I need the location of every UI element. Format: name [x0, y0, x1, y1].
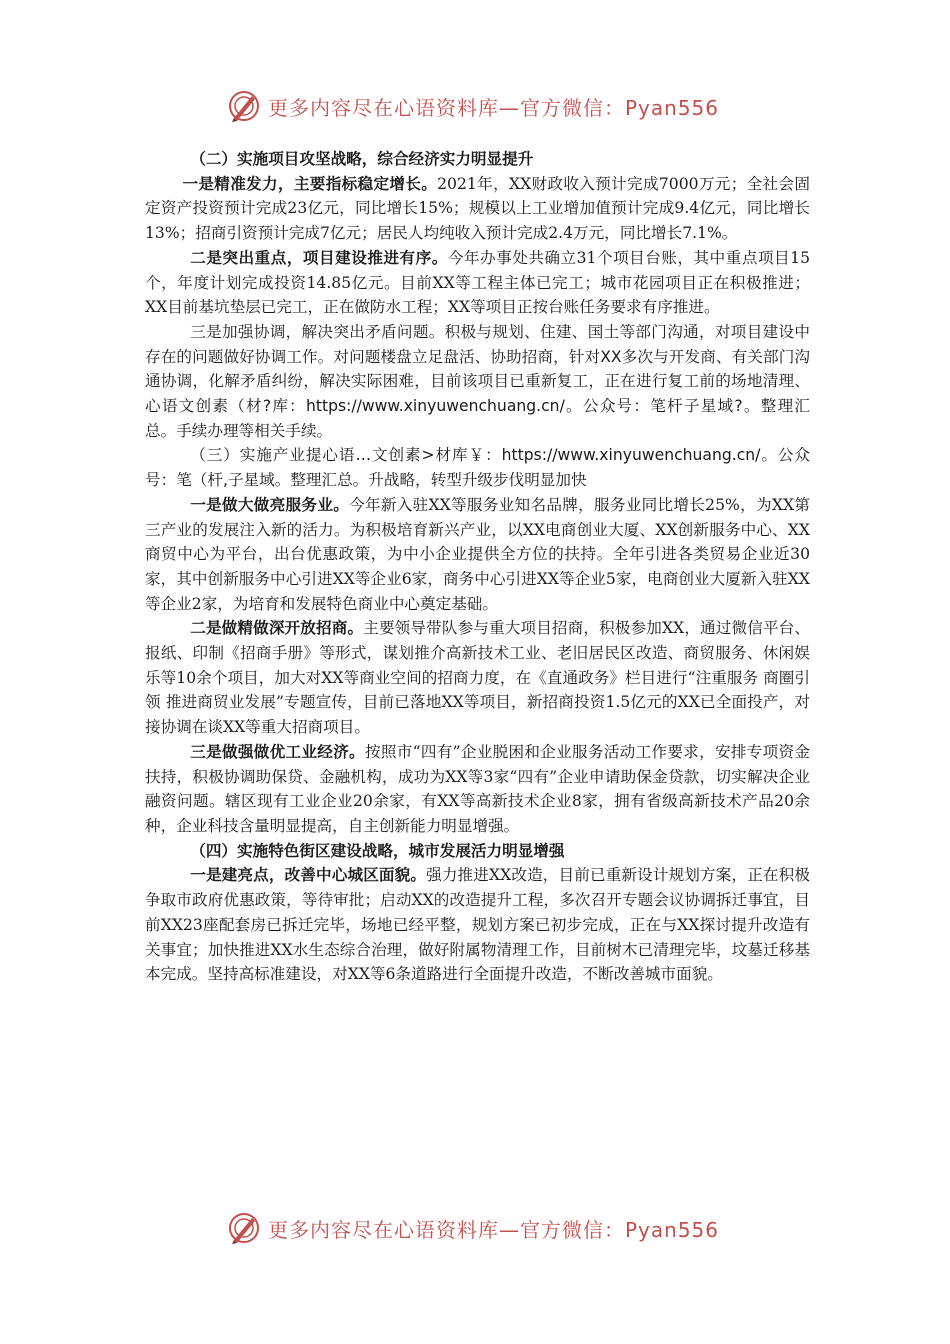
- paragraph-lead: 二是突出重点，项目建设推进有序。: [190, 247, 448, 267]
- paragraph-text: 强力推进XX改造，目前已重新设计规划方案，正在积极争取市政府优惠政策，等待审批；启动XX的改造提升工程，多次召开专题会议协调拆迁事宜，目前XX23座配套房已拆迁完毕，场地已经平整，规划方案已初步完成，正在与XX探讨提升改造有关事宜；加快推进XX水生态综合治理，做好附属物清理工作，目前树木已清理完毕，坟墓迁移基本完成。坚持高标准建设，对XX等6条道路进行全面提升改造，不断改善城市面貌。: [145, 866, 810, 984]
- section-heading-4: （四）实施特色街区建设战略，城市发展活力明显增强: [190, 840, 565, 860]
- pen-logo-icon: [226, 1210, 262, 1246]
- paragraph-text: 2021年，XX财政收入预计完成7000万元；全社会固定资产投资预计完成23亿元，同比增长15%；规模以上工业增加值预计完成9.4亿元，同比增长13%；招商引资预计完成7亿元；居民人均纯收入预计完成2.4万元，同比增长7.1%。: [145, 174, 810, 243]
- paragraph-text: 主要领导带队参与重大项目招商，积极参加XX，通过微信平台、报纸、印制《招商手册》等形式，谋划推介高新技术工业、老旧居民区改造、商贸服务、休闲娱乐等10余个项目，加大对XX等商业空间的招商力度，在《直通政务》栏目进行“注重服务 商圈引领 推进商贸业发展”专题宣传，目前已落地XX等项目，新招商投资1.5亿元的XX已全面投产，对接协调在谈XX等重大招商项目。: [145, 619, 810, 737]
- footer-banner: [226, 1208, 719, 1248]
- paragraph: [145, 493, 810, 617]
- paragraph-text: 三是加强协调，解决突出矛盾问题。积极与规划、住建、国土等部门沟通，对项目建设中存在的问题做好协调工作。对问题楼盘立足盘活、协助招商，针对XX多次与开发商、有关部门沟通协调，化解矛盾纠纷，解决实际困难，目前该项目已重新复工，正在进行复工前的场地清理、心语文创素（材?库：https://www.xinyuwenchuang.cn/。公众号：笔杆子星域?。整理汇总。手续办理等相关手续。: [145, 322, 810, 440]
- paragraph: [145, 320, 810, 444]
- document-body: [145, 147, 810, 987]
- paragraph-text: 今年新入驻XX等服务业知名品牌，服务业同比增长25%，为XX第三产业的发展注入新的活力。为积极培育新兴产业，以XX电商创业大厦、XX创新服务中心、XX商贸中心为平台，出台优惠政策，为中小企业提供全方位的扶持。全年引进各类贸易企业近30家，其中创新服务中心引进XX等企业6家，商务中心引进XX等企业5家，电商创业大厦新入驻XX等企业2家，为培育和发展特色商业中心奠定基础。: [145, 495, 810, 613]
- header-banner: [226, 86, 719, 126]
- banner-text: 更多内容尽在心语资料库—官方微信：Pyan556: [268, 95, 720, 120]
- paragraph-lead: 三是做强做优工业经济。: [190, 741, 365, 761]
- pen-logo-icon: [226, 88, 262, 124]
- paragraph-text: 按照市“四有”企业脱困和企业服务活动工作要求，安排专项资金扶持，积极协调助保贷、金融机构，成功为XX等3家“四有”企业申请助保金贷款，切实解决企业融资问题。辖区现有工业企业20余家，有XX等高新技术企业8家，拥有省级高新技术产品20余种，企业科技含量明显提高，自主创新能力明显增强。: [145, 742, 810, 835]
- paragraph: [145, 172, 810, 246]
- paragraph: [145, 616, 810, 740]
- paragraph-lead: 二是做精做深开放招商。: [190, 618, 364, 638]
- section-heading-2: （二）实施项目攻坚战略，综合经济实力明显提升: [190, 149, 534, 168]
- paragraph-lead: 一是精准发力，主要指标稳定增长。: [182, 173, 438, 193]
- paragraph: [145, 863, 810, 987]
- paragraph: [145, 740, 810, 839]
- banner-text: 更多内容尽在心语资料库—官方微信：Pyan556: [268, 1217, 720, 1242]
- paragraph-lead: 一是做大做亮服务业。: [190, 494, 350, 514]
- paragraph-text: 今年办事处共确立31个项目台账，其中重点项目15个，年度计划完成投资14.85亿元。目前XX等工程主体已完工；城市花园项目正在积极推进；XX目前基坑垫层已完工，正在做防水工程；XX等项目正按台账任务要求有序推进。: [145, 248, 810, 317]
- paragraph-lead: 一是建亮点，改善中心城区面貌。: [190, 865, 427, 885]
- paragraph: [145, 246, 810, 320]
- section-heading-3: （三）实施产业提心语…文创素>材库￥：https://www.xinyuwenchuang.cn/。公众号：笔（杆,子星域。整理汇总。升战略，转型升级步伐明显加快: [145, 446, 810, 490]
